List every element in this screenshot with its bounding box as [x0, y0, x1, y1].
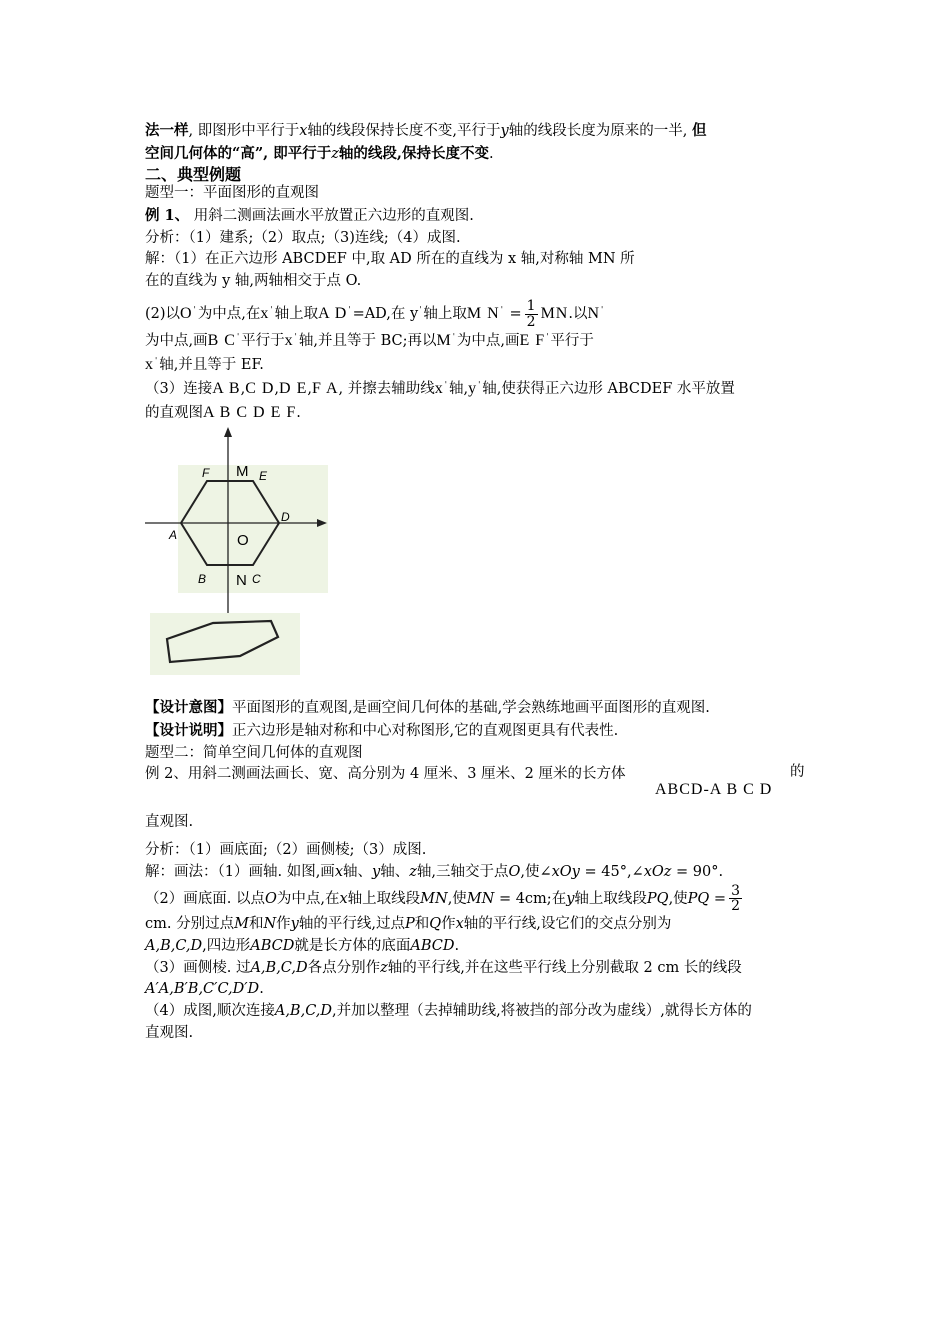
text: 作 [441, 916, 456, 933]
text: ,使∠ [520, 863, 552, 880]
text: cm. 分别过点 [145, 916, 235, 933]
fraction-numerator: 3 [731, 882, 741, 899]
text: （3）画侧棱. 过 [145, 959, 251, 976]
example2-step3 [145, 958, 810, 1002]
bold-text: 法一样 [145, 122, 189, 139]
text: 解：（1）在正六边形 ABCDEF 中,取 AD 所在的直线为 x 轴,对称轴 MN 所 [145, 251, 635, 268]
fraction-denominator: 2 [526, 313, 536, 330]
label-O: O [237, 532, 249, 549]
text: 轴,使获得正六边形 ABCDEF 水平放置 [482, 381, 735, 398]
text: .以 [568, 306, 588, 323]
fraction-denominator: 2 [731, 898, 741, 915]
text: 在的直线为 y 轴,两轴相交于点 O. [145, 273, 362, 290]
math-ef: E F [519, 332, 546, 350]
math-x: x [260, 305, 270, 323]
math-box [655, 778, 772, 802]
var-y: y [500, 123, 509, 139]
var: MN [420, 890, 448, 907]
text: 就是长方体的底面 [294, 937, 411, 954]
text: = [509, 306, 522, 323]
var: A,B,C,D [250, 959, 308, 976]
text: 轴的线段保持长度不变,平行于 [307, 123, 501, 139]
text: ,并加以整理（去掉辅助线,将被挡的部分改为虚线）,就得长方体的 [332, 1003, 752, 1020]
example2-title-cont: 直观图. [145, 814, 194, 831]
text: = 45°,∠ [579, 863, 644, 880]
example1-solution-step1 [145, 249, 810, 293]
type2-title: 题型二：简单空间几何体的直观图 [145, 744, 363, 761]
text: 直观图. [145, 1024, 194, 1041]
math-mn: M N [466, 305, 500, 323]
text: 轴的平行线,并在这些平行线上分别截取 2 cm 长的线段 [387, 959, 742, 976]
text: 为中点,在 [197, 306, 261, 323]
text: 轴,并且等于 BC;再以 [298, 333, 437, 350]
math-x: x [284, 332, 294, 350]
intro-paragraph [145, 120, 810, 166]
text: 轴的平行线,过点 [298, 916, 405, 933]
text: 为中点,在 [276, 890, 340, 907]
design-intent [145, 697, 810, 720]
math-seg: D E [279, 380, 308, 398]
var: xOy [551, 863, 580, 880]
math-mn: MN [540, 305, 569, 323]
text: 为中点,画 [456, 333, 520, 350]
text: ,使 [447, 890, 467, 907]
var: PQ [646, 890, 669, 907]
var: M [234, 916, 249, 933]
type1-title: 题型一：平面图形的直观图 [145, 185, 319, 202]
text: 轴上取 [423, 306, 467, 323]
text: = 4cm;在 [494, 890, 567, 907]
label-F: F [202, 466, 210, 480]
example1-analysis: 分析：（1）建系;（2）取点;（3)连线;（4）成图. [145, 229, 461, 246]
text: 轴上取 [274, 306, 319, 323]
label-N: N [236, 572, 247, 589]
math-ad: A D [318, 305, 348, 323]
example1-title [145, 205, 810, 228]
var: ABCD [250, 937, 295, 954]
y-axis-arrow [224, 427, 232, 437]
text: 为中点,画 [145, 333, 208, 350]
var: y [566, 890, 575, 907]
text: 的 [790, 764, 805, 781]
example2-analysis: 分析：（1）画底面;（2）画侧棱;（3）成图. [145, 842, 427, 859]
var: A′A,B′B,C′C,D′D [145, 981, 260, 998]
var-z: z [331, 145, 339, 162]
var: y [372, 863, 381, 880]
math-seg: F A [311, 380, 339, 398]
var: N [263, 916, 277, 933]
text: 平行于 [241, 333, 285, 350]
var: O [264, 890, 277, 907]
example2-step1 [145, 862, 810, 884]
math-n: N [587, 305, 601, 323]
label-E: E [259, 469, 268, 483]
fraction-half [525, 299, 538, 329]
math-seg: C D [245, 380, 275, 398]
example1-solution-step2: (2)以O' 为中点,在x' 轴上取A D' =AD,在 y' 轴上取M N' = $\frac{1}{2}$ MN.以N' 为中点,画B C' 平行于x' 轴,并且等于 BC;再以M' 为中点,画E F' 平行于 x' 轴,并且等于 EF. [145, 297, 604, 374]
text: 轴上取线段 [574, 890, 647, 907]
var-x: x [299, 123, 308, 139]
var: O [508, 863, 521, 880]
text: 轴, [448, 381, 469, 398]
design-note [145, 720, 810, 743]
var: y [290, 916, 299, 933]
text: . [488, 145, 494, 162]
var: z [409, 863, 417, 880]
math-box-label: ABCD-A B C D [655, 781, 773, 799]
text: , [240, 381, 246, 398]
text: , [307, 381, 312, 398]
var: A,B,C,D [274, 1003, 333, 1020]
text: 轴的平行线,设它们的交点分别为 [463, 916, 672, 933]
example-label: 例 1、 [145, 206, 190, 224]
text: 轴、 [343, 863, 372, 880]
text: 用斜二测画法画水平放置正六边形的直观图. [189, 207, 474, 224]
text: 轴、 [380, 863, 410, 880]
text: 和 [414, 916, 430, 933]
fraction-three-halves [729, 884, 742, 914]
var: P [404, 916, 415, 933]
var: x [334, 863, 343, 880]
label-C: C [252, 572, 261, 586]
label-M: M [236, 463, 249, 480]
text: . [454, 937, 460, 954]
text: （2）画底面. 以点 [145, 890, 265, 907]
text: 作 [276, 916, 291, 933]
text: = 90°. [671, 863, 724, 880]
label: 【设计说明】 [145, 721, 232, 739]
text: . [296, 405, 301, 422]
text: （4）成图,顺次连接 [145, 1003, 275, 1020]
math-x: x [145, 356, 154, 374]
text: ,四边形 [202, 937, 251, 954]
fraction-numerator: 1 [526, 297, 536, 314]
var: ABCD [410, 937, 455, 954]
math-x: x [434, 380, 444, 398]
var: MN [466, 890, 495, 907]
var: x [339, 890, 348, 907]
text: 轴,并且等于 EF. [159, 357, 264, 374]
text: 的直观图 [145, 405, 203, 422]
section-title: 二、典型例题 [145, 164, 242, 184]
text: 例 2、用斜二测画法画长、宽、高分别为 4 厘米、3 厘米、2 厘米的长方体 [145, 766, 626, 783]
label-D: D [281, 510, 290, 524]
text: 平面图形的直观图,是画空间几何体的基础,学会熟练地画平面图形的直观图. [232, 700, 710, 717]
example2-step2 [145, 884, 810, 958]
text: 和 [248, 916, 264, 933]
text: 轴的线段长度为原来的一半, [508, 123, 688, 139]
var: xOz [643, 863, 672, 880]
bold-text: 空间几何体的“高”, 即平行于 [145, 144, 332, 162]
text: = [709, 890, 727, 907]
text: 轴,三轴交于点 [416, 863, 509, 880]
text: (2)以 [145, 306, 181, 323]
text: , 即图形中平行于 [188, 123, 300, 139]
example2-title [145, 764, 810, 812]
example2-step4 [145, 1001, 810, 1045]
text: =AD,在 y [352, 306, 419, 323]
math-hexagon: A B C D E F [203, 404, 297, 422]
text: , 并擦去辅助线 [338, 381, 435, 398]
text: ,使 [668, 890, 688, 907]
math-y: y [468, 380, 478, 398]
text: 各点分别作 [307, 959, 381, 976]
math-o: O [180, 305, 193, 323]
math-seg: A B [212, 380, 241, 398]
label-B: B [198, 572, 207, 586]
var: PQ [687, 890, 710, 907]
var: z [380, 959, 388, 976]
text: , [274, 381, 280, 398]
example1-solution-step3: （3）连接A B,C D,D E,F A, 并擦去辅助线x' 轴,y' 轴,使获得正六边形 ABCDEF 水平放置 的直观图A B C D E F. [145, 380, 735, 422]
text: 平行于 [550, 333, 594, 350]
text: 解：画法：（1）画轴. 如图,画 [145, 863, 335, 880]
math-bc: B C [207, 332, 236, 350]
var: x [455, 916, 464, 933]
hexagon-figure [145, 425, 335, 680]
bold-text: 但 [691, 122, 707, 139]
text: . [259, 981, 264, 998]
text: （3）连接 [145, 381, 213, 398]
label: 【设计意图】 [145, 699, 232, 717]
bold-text: 轴的线段,保持长度不变 [338, 144, 489, 162]
text: 轴上取线段 [347, 890, 421, 907]
var: A,B,C,D [145, 937, 203, 954]
text: 正六边形是轴对称和中心对称图形,它的直观图更具有代表性. [232, 722, 619, 739]
math-m: M [436, 332, 452, 350]
label-A: A [169, 528, 178, 542]
var: Q [429, 916, 442, 933]
